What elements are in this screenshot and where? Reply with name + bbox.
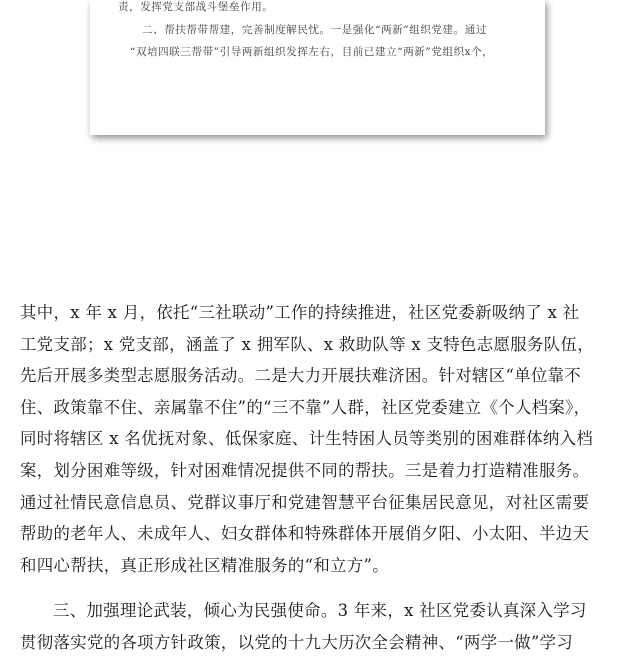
body-line: 帮助的老年人、未成年人、妇女群体和特殊群体开展俏夕阳、小太阳、半边天 bbox=[20, 524, 590, 544]
body-line: 贯彻落实党的各项方针政策，以党的十九大历次全会精神、“两学一做”学习 bbox=[20, 632, 574, 652]
preview-line-1: 责，发挥党支部战斗堡垒作用。 bbox=[118, 1, 274, 13]
body-line: 和四心帮扶，真正形成社区精准服务的“和立方”。 bbox=[20, 555, 390, 575]
body-line: 案，划分困难等级，针对困难情况提供不同的帮扶。三是着力打造精准服务。 bbox=[20, 460, 590, 480]
body-line: 其中，x 年 x 月，依托“三社联动”工作的持续推进，社区党委新吸纳了 x 社 bbox=[20, 303, 580, 322]
paragraph-gap bbox=[20, 581, 620, 595]
body-line: 同时将辖区 x 名优抚对象、低保家庭、计生特困人员等类别的困难群体纳入档 bbox=[20, 429, 594, 449]
body-line: 先后开展多类型志愿服务活动。二是大力开展扶难济困。针对辖区“单位靠不 bbox=[20, 366, 582, 386]
body-line: 三、加强理论武装，倾心为民强使命。3 年来，x 社区党委认真深入学习 bbox=[53, 601, 587, 621]
body-line: 工党支部；x 党支部，涵盖了 x 拥军队、x 救助队等 x 支特色志愿服务队伍， bbox=[20, 334, 594, 354]
document-body bbox=[20, 297, 620, 659]
preview-line-3: “双培四联三帮带”引导两新组织发挥左右，目前已建立“两新”党组织x个， bbox=[130, 46, 494, 58]
preview-line-2: 二、帮扶帮带帮建，完善制度解民忧。一是强化“两新”组织党建。通过 bbox=[142, 24, 487, 36]
body-line: 通过社情民意信息员、党群议事厅和党建智慧平台征集居民意见，对社区需要 bbox=[20, 492, 590, 512]
page-preview-card bbox=[90, 0, 545, 135]
body-line: 住、政策靠不住、亲属靠不住”的“三不靠”人群，社区党委建立《个人档案》， bbox=[20, 397, 591, 417]
